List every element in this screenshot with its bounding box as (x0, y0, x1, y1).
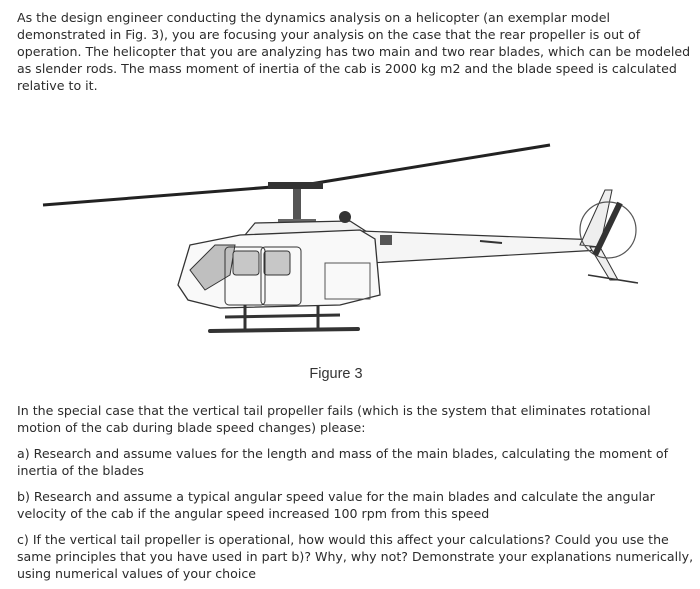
question-c: c) If the vertical tail propeller is operational, how would this affect your calculations? Could you use the same principles that you have used in part b)? Why, why not? Demonstrate your explanations numerically, using numerical values of your choice (17, 532, 694, 581)
landing-skid (210, 329, 358, 331)
rotor-mast (293, 189, 301, 221)
tail-boom (360, 231, 600, 263)
figure-caption: Figure 3 (309, 366, 363, 382)
main-rotor-blade (310, 145, 550, 184)
door-window (233, 251, 259, 275)
question-a: a) Research and assume values for the length and mass of the main blades, calculating the moment of inertia of the blades (17, 446, 669, 478)
main-rotor-blade (43, 186, 285, 205)
intro-paragraph: As the design engineer conducting the dynamics analysis on a helicopter (an exemplar model demonstrated in Fig. 3), you are focusing your analysis on the case that the rear propeller is out of operation. The helicopter that you are analyzing has two main and two rear blades, which can be modeled as slender rods. The mass moment of inertia of the cab is 2000 kg m2 and the blade speed is calculated relative to it. (17, 10, 691, 93)
exhaust-icon (339, 211, 351, 223)
question-b: b) Research and assume a typical angular speed value for the main blades and calculate the angular velocity of the cab if the angular speed increased 100 rpm from this speed (17, 489, 655, 521)
helicopter-figure (40, 135, 680, 350)
vertical-fin (580, 190, 612, 247)
rotor-hub (268, 182, 323, 189)
door-window (264, 251, 290, 275)
special-case-paragraph: In the special case that the vertical tail propeller fails (which is the system that eliminates rotational motion of the cab during blade speed changes) please: (17, 403, 651, 435)
